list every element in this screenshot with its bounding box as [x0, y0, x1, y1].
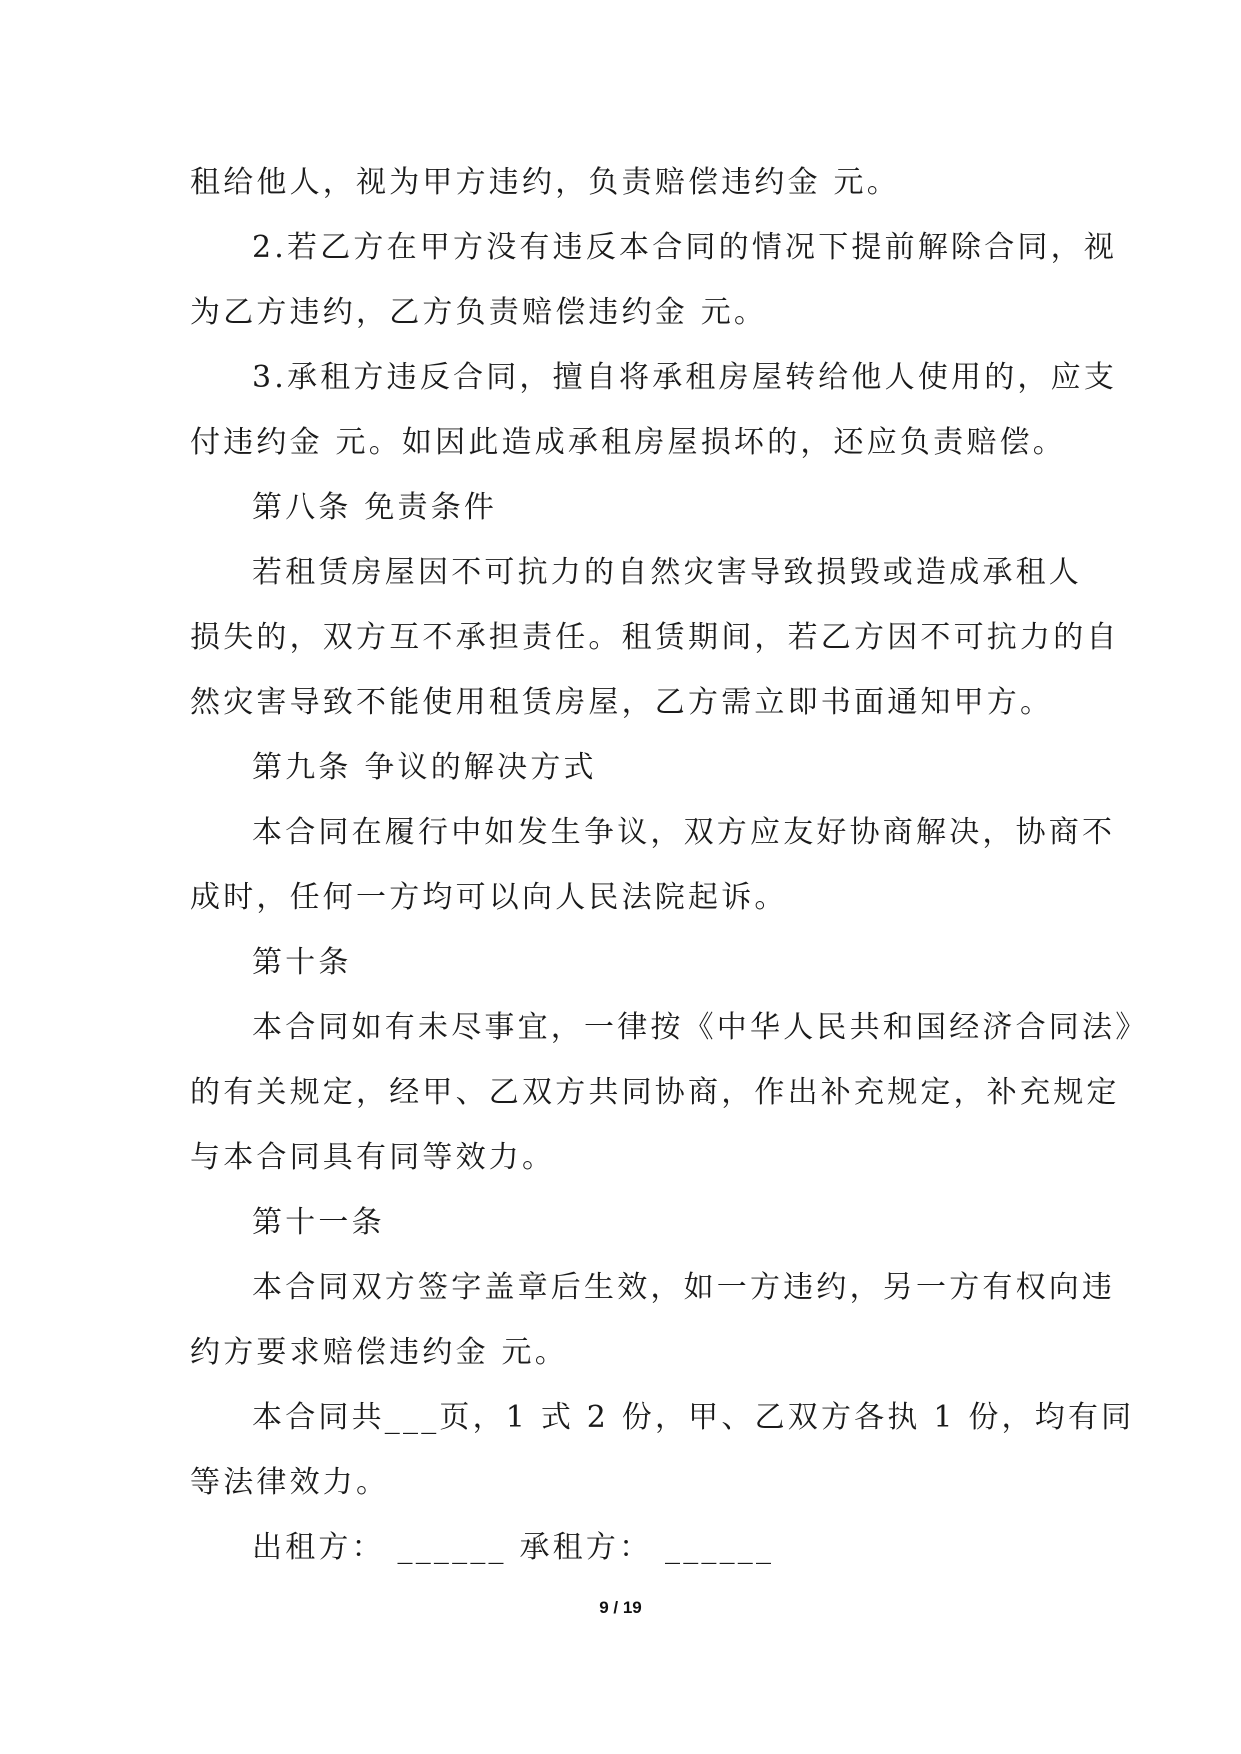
text-line-19: 约方要求赔偿违约金 元。 [190, 1335, 568, 1370]
section-heading-8: 第八条 免责条件 [252, 490, 498, 525]
signature-line: 出租方： ______ 承租方： ______ [252, 1530, 775, 1565]
text-line-18: 本合同双方签字盖章后生效，如一方违约，另一方有权向违 [252, 1270, 1116, 1305]
text-line-15: 的有关规定，经甲、乙双方共同协商，作出补充规定，补充规定 [190, 1075, 1120, 1110]
text-line-14: 本合同如有未尽事宜，一律按《中华人民共和国经济合同法》 [252, 1010, 1149, 1045]
text-line-3: 为乙方违约，乙方负责赔偿违约金 元。 [190, 295, 768, 330]
page-number: 9 / 19 [599, 1598, 642, 1617]
text-line-8: 损失的，双方互不承担责任。租赁期间，若乙方因不可抗力的自 [190, 620, 1120, 655]
text-line-7: 若租赁房屋因不可抗力的自然灾害导致损毁或造成承租人 [252, 555, 1082, 590]
text-line-5: 付违约金 元。如因此造成承租房屋损坏的，还应负责赔偿。 [190, 425, 1066, 460]
section-heading-9: 第九条 争议的解决方式 [252, 750, 597, 785]
section-heading-11: 第十一条 [252, 1205, 385, 1240]
document-body [190, 158, 1149, 1588]
text-line-16: 与本合同具有同等效力。 [190, 1140, 556, 1175]
text-line-1: 租给他人，视为甲方违约，负责赔偿违约金 元。 [190, 165, 900, 200]
text-line-12: 成时，任何一方均可以向人民法院起诉。 [190, 880, 788, 915]
text-line-21: 等法律效力。 [190, 1465, 390, 1500]
text-line-20: 本合同共___页，1 式 2 份，甲、乙双方各执 1 份，均有同 [252, 1400, 1135, 1435]
text-line-2: 2.若乙方在甲方没有违反本合同的情况下提前解除合同，视 [252, 230, 1118, 265]
section-heading-10: 第十条 [252, 945, 352, 980]
text-line-4: 3.承租方违反合同，擅自将承租房屋转给他人使用的，应支 [252, 360, 1118, 395]
text-line-9: 然灾害导致不能使用租赁房屋，乙方需立即书面通知甲方。 [190, 685, 1054, 720]
text-line-11: 本合同在履行中如发生争议，双方应友好协商解决，协商不 [252, 815, 1116, 850]
